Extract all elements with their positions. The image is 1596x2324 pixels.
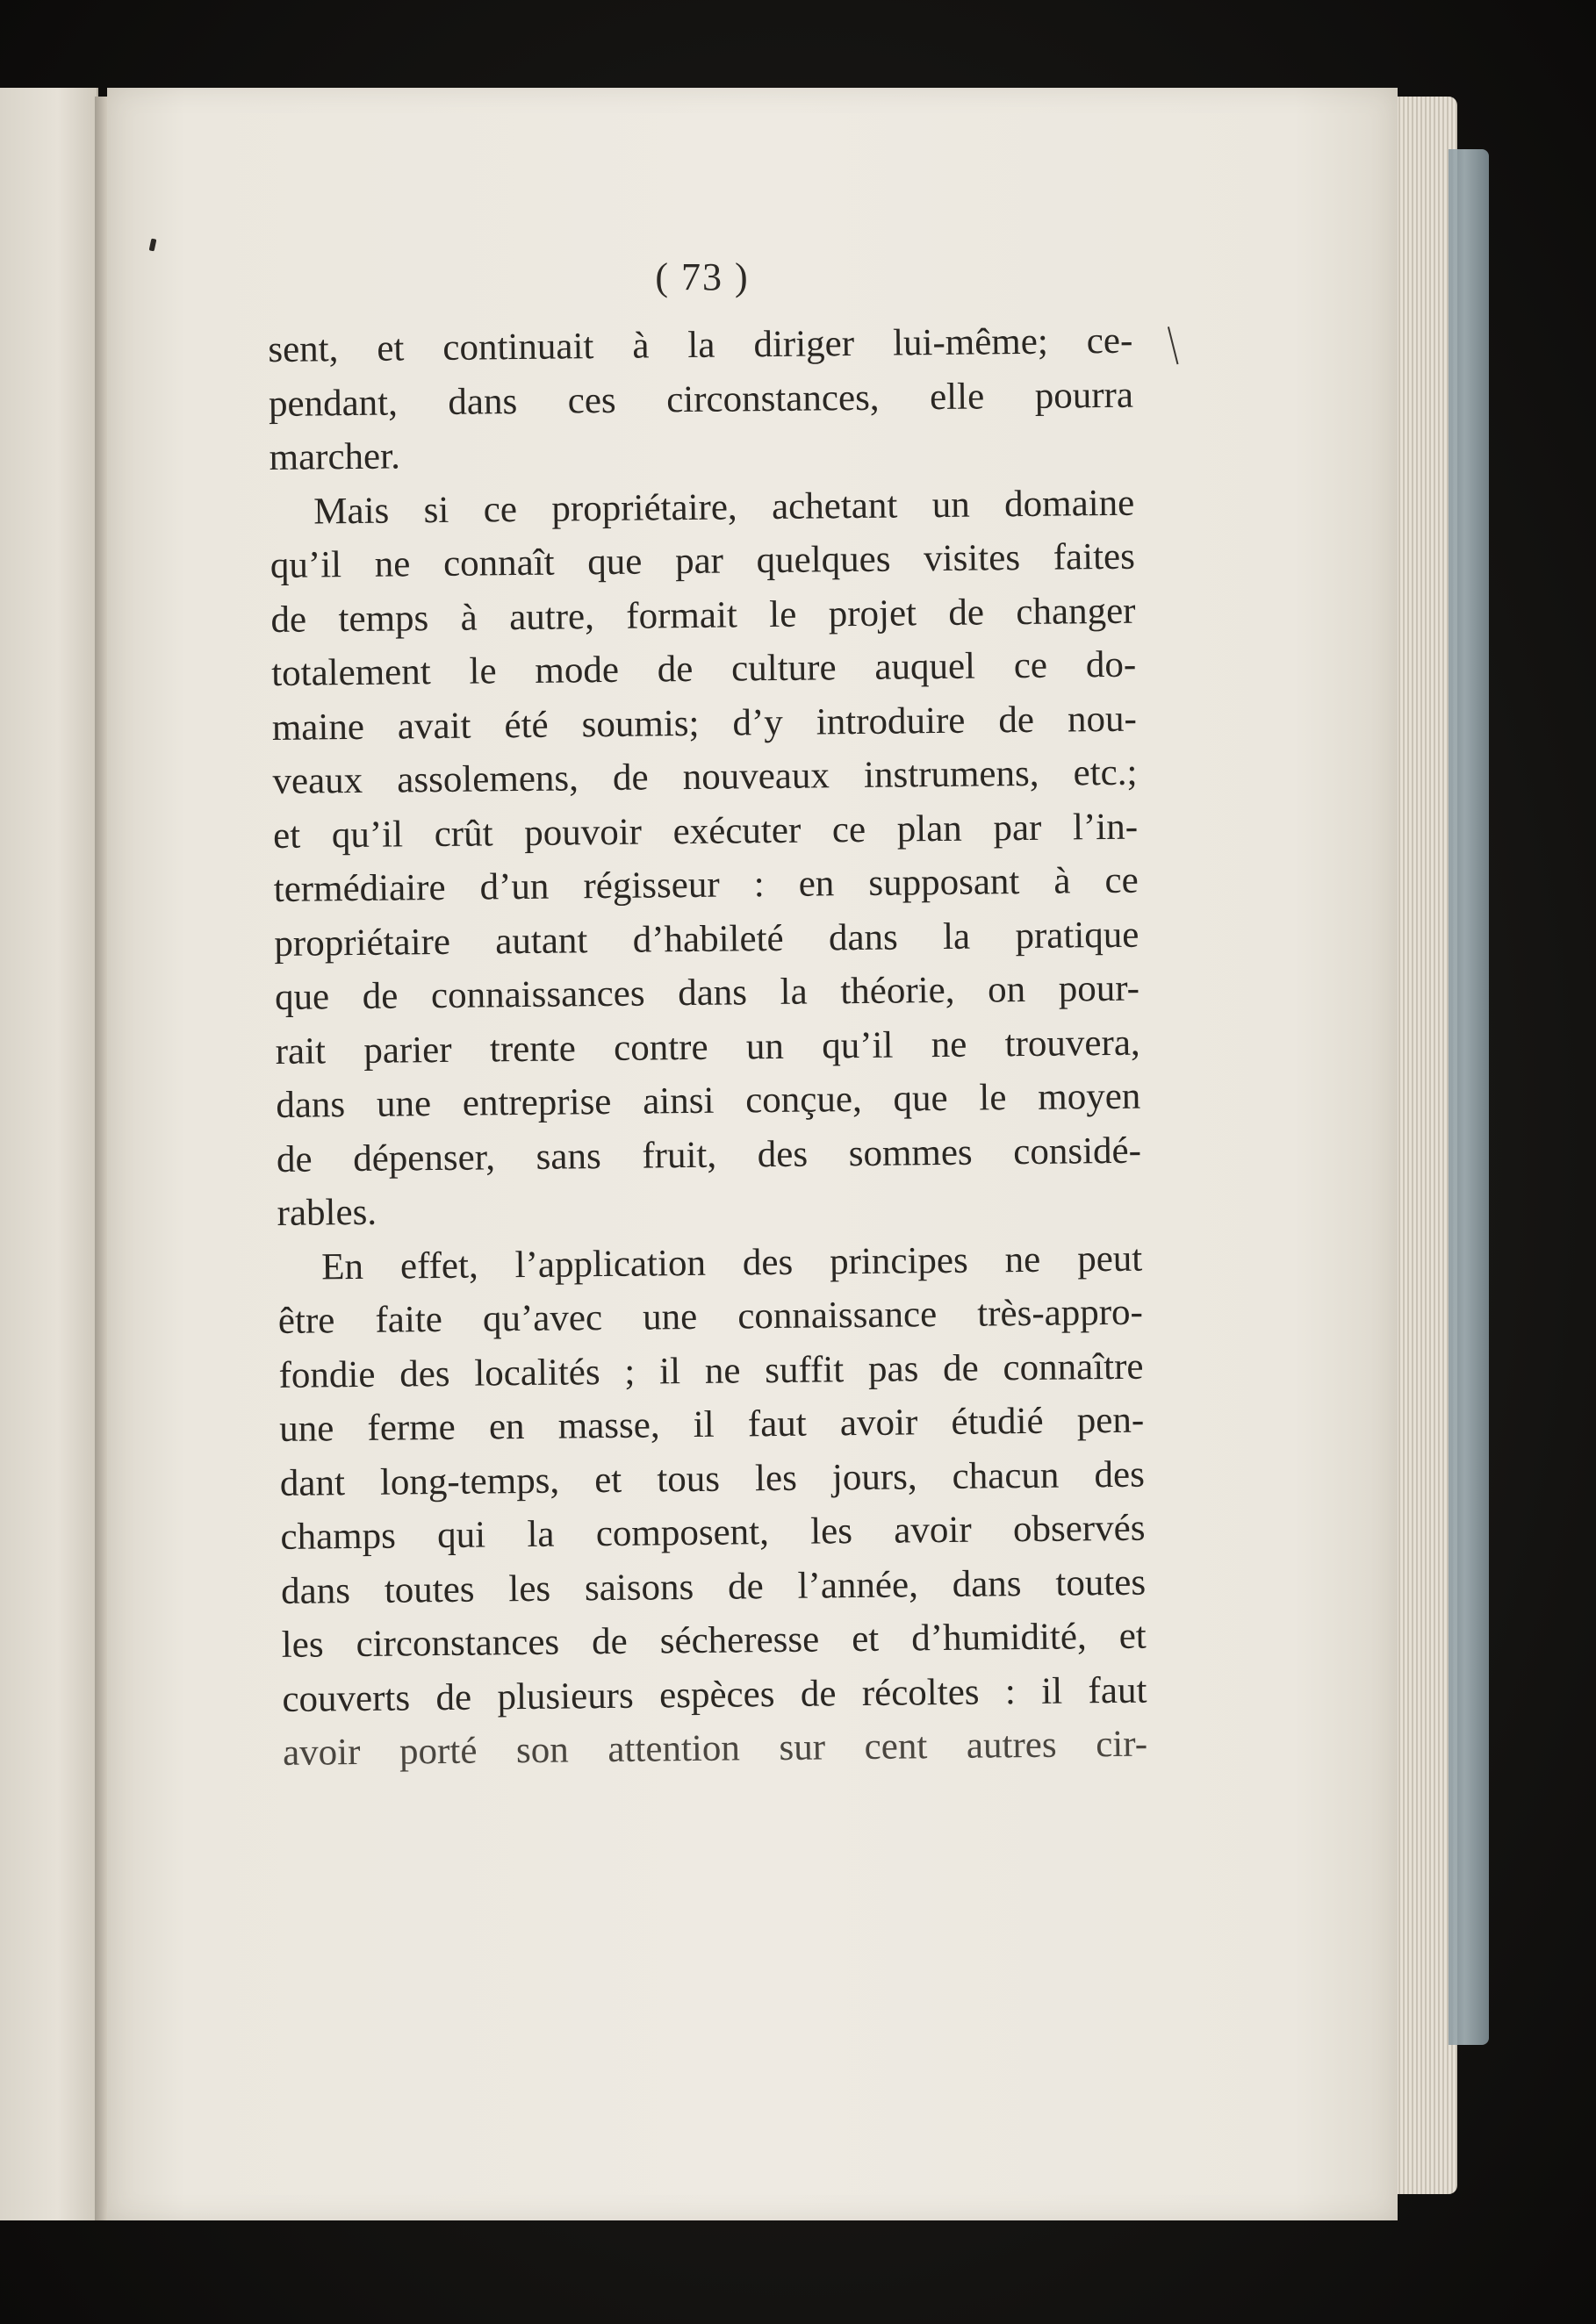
- text-line: fondie des localités ; il ne suffit pas de connaître: [278, 1345, 1144, 1396]
- text-line: couverts de plusieurs espèces de récoltes : il faut: [282, 1669, 1147, 1720]
- text-line: propriétaire autant d’habileté dans la pratique: [274, 914, 1139, 965]
- text-line: totalement le mode de culture auquel ce do-: [270, 643, 1137, 694]
- text-line: termédiaire d’un régisseur : en supposant à ce: [273, 859, 1139, 910]
- text-line: être faite qu’avec une connaissance très-appro-: [277, 1291, 1144, 1342]
- text-line: dans toutes les saisons de l’année, dans toutes: [280, 1561, 1147, 1612]
- left-facing-page: [0, 88, 98, 2220]
- text-line: les circonstances de sécheresse et d’humidité, et: [281, 1615, 1147, 1666]
- text-line: rait parier trente contre un qu’il ne trouvera,: [275, 1022, 1140, 1072]
- text-line: sent, et continuait à la diriger lui-même; ce-: [268, 319, 1133, 370]
- page-number: ( 73 ): [655, 255, 750, 298]
- text-line: champs qui la composent, les avoir observés: [280, 1507, 1146, 1558]
- text-line: qu’il ne connaît que par quelques visites faites: [270, 535, 1136, 586]
- body-text: [268, 314, 1147, 1781]
- text-line: dant long-temps, et tous les jours, chacun des: [279, 1453, 1146, 1504]
- text-line: avoir porté son attention sur cent autres cir-: [282, 1723, 1148, 1774]
- text-line: pendant, dans ces circonstances, elle pourra: [268, 374, 1134, 425]
- text-line: une ferme en masse, il faut avoir étudié pen-: [278, 1399, 1145, 1450]
- text-line: veaux assolemens, de nouveaux instrumens, etc.;: [272, 751, 1138, 802]
- text-line: dans une entreprise ainsi conçue, que le moyen: [276, 1075, 1141, 1126]
- text-line: rables.: [277, 1191, 377, 1234]
- text-line: que de connaissances dans la théorie, on pour-: [274, 967, 1140, 1018]
- page-edges: [1387, 97, 1457, 2194]
- text-line: Mais si ce propriétaire, achetant un domaine: [313, 482, 1135, 532]
- text-line: et qu’il crût pouvoir exécuter ce plan par l’in-: [272, 806, 1139, 857]
- text-line: de temps à autre, formait le projet de changer: [270, 590, 1136, 641]
- book-edge-blue: [1449, 149, 1489, 2045]
- text-line: de dépenser, sans fruit, des sommes considé-: [276, 1130, 1142, 1180]
- text-line: maine avait été soumis; d’y introduire de nou-: [271, 698, 1138, 749]
- text-line: En effet, l’application des principes ne peut: [321, 1237, 1143, 1288]
- text-line: marcher.: [269, 435, 401, 478]
